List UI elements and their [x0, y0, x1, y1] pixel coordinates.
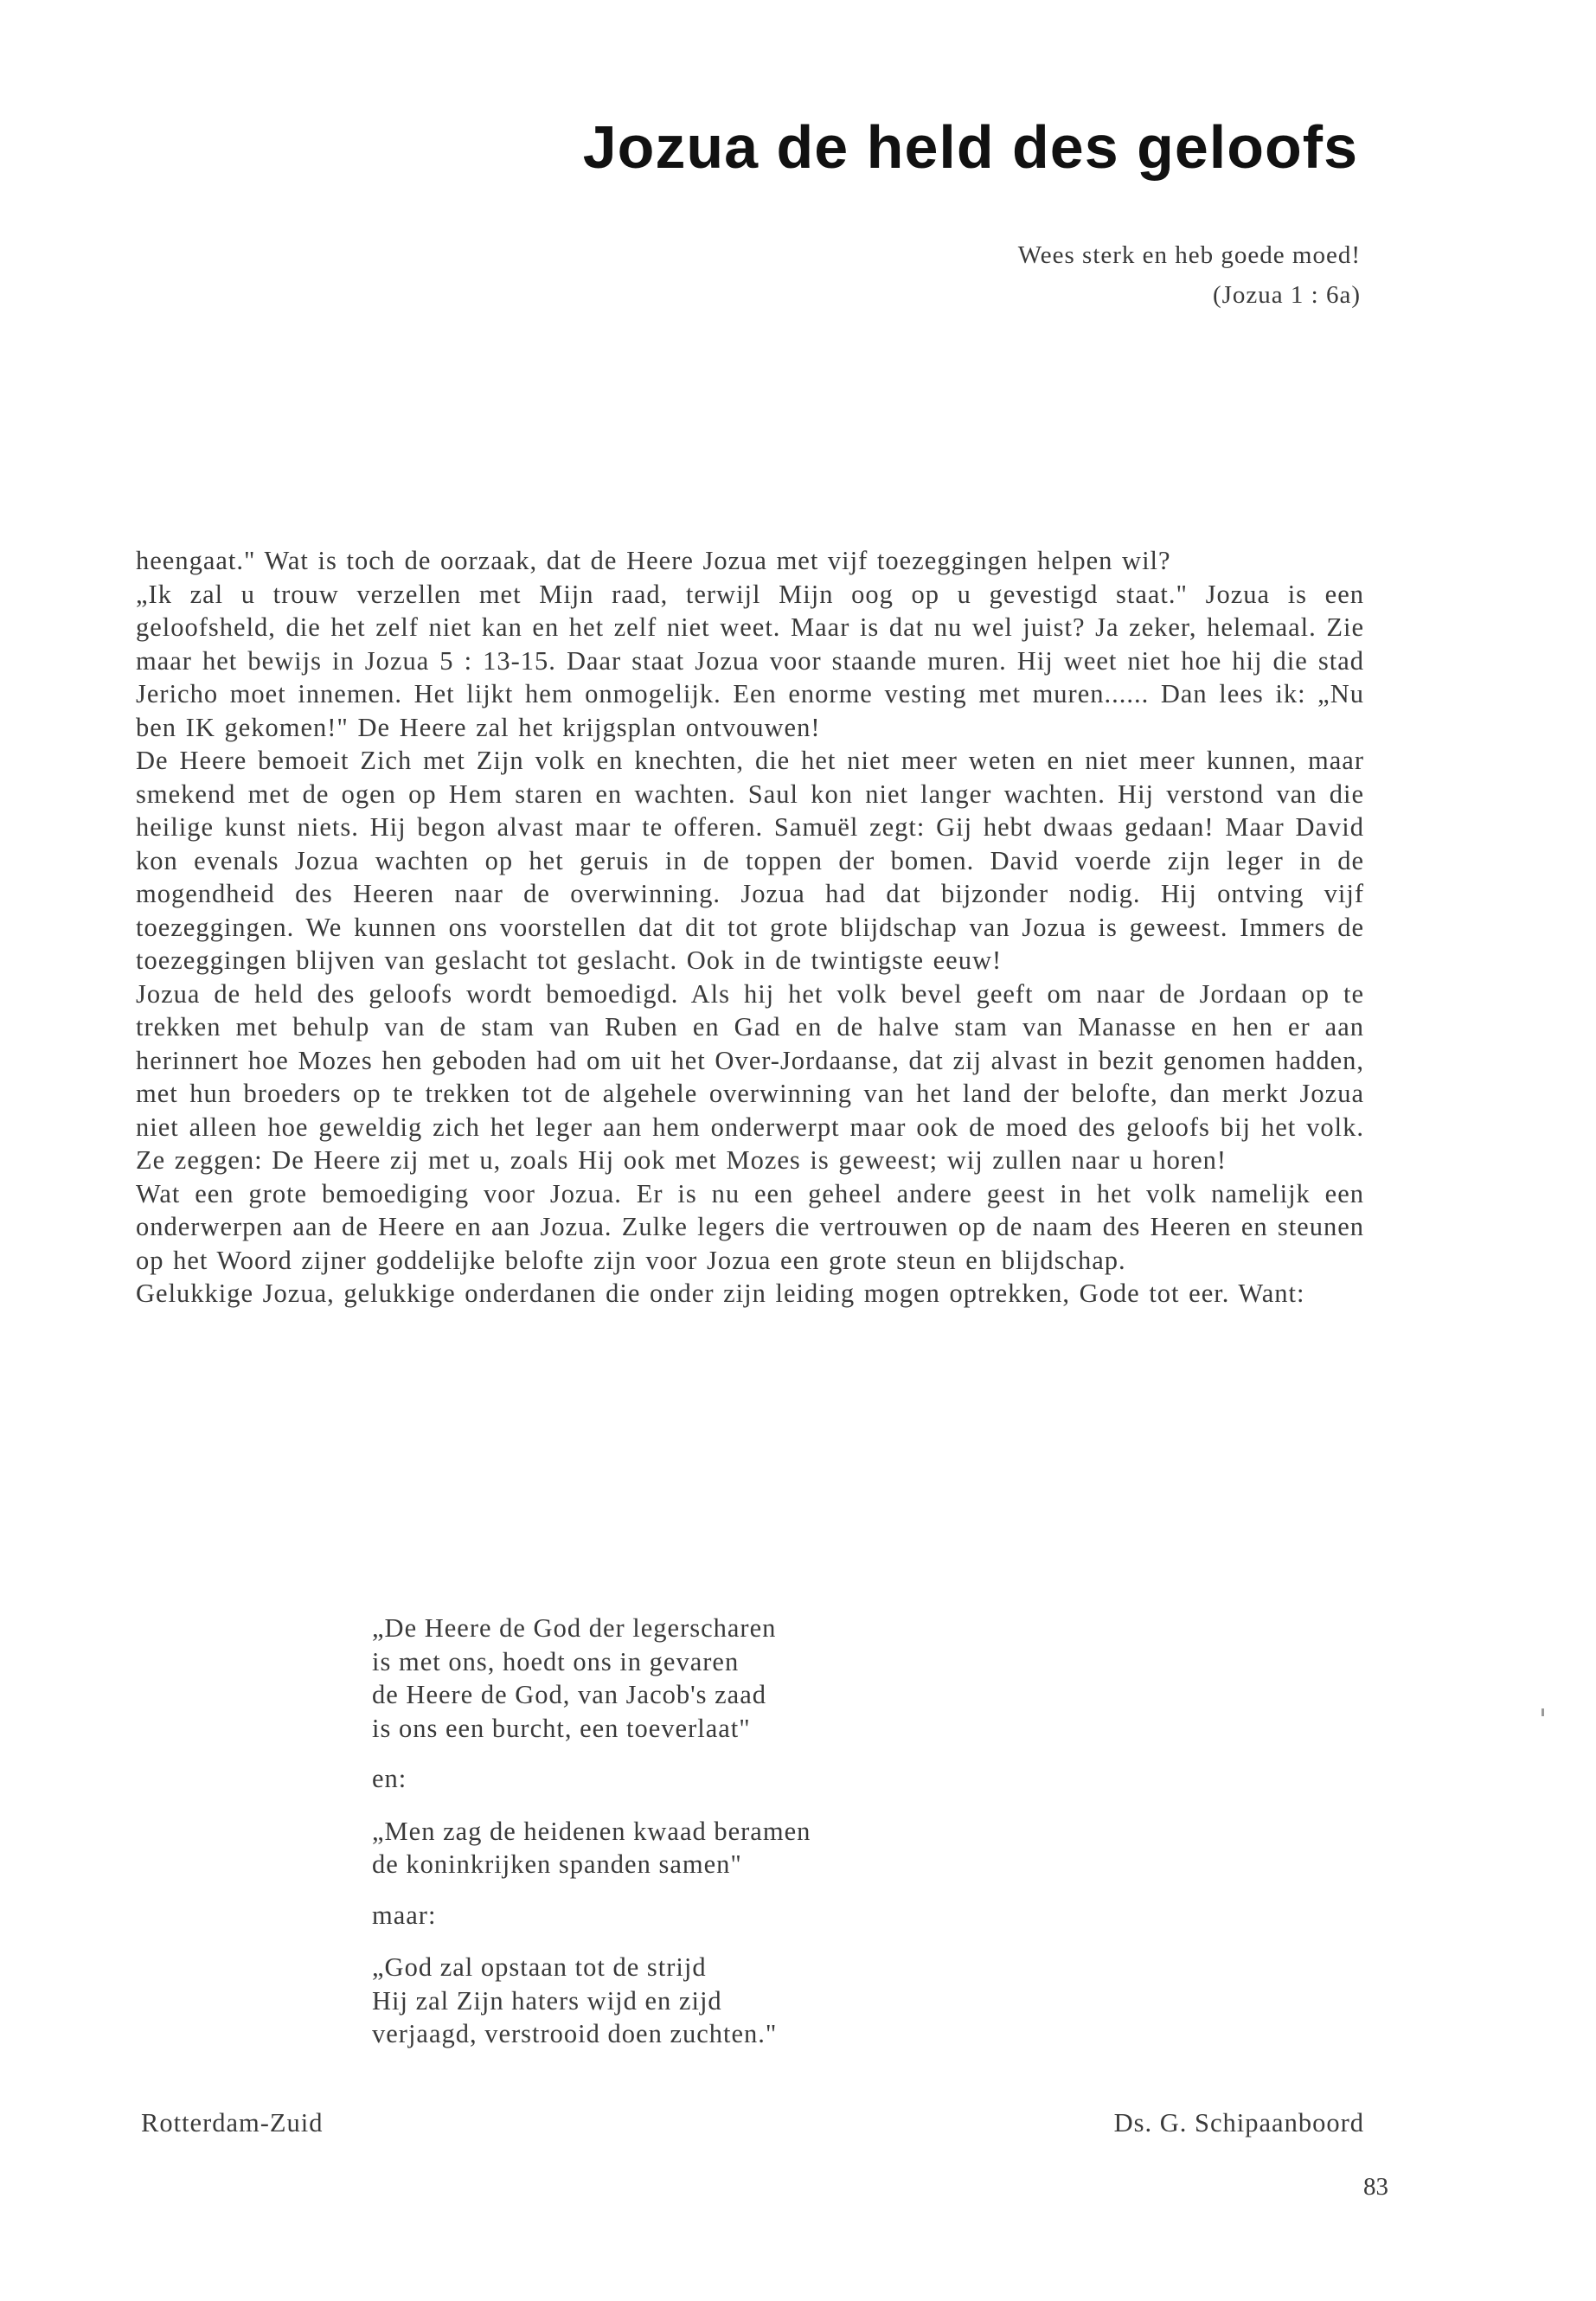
paragraph: heengaat." Wat is toch de oorzaak, dat de Heere Jozua met vijf toezeggingen helpen wil? [136, 546, 1171, 575]
verse-line: Hij zal Zijn haters wijd en zijd [372, 1985, 722, 2016]
verse-line: is met ons, hoedt ons in gevaren [372, 1646, 740, 1676]
verse-connector-maar: maar: [372, 1900, 437, 1930]
article-body [136, 544, 1364, 1311]
verse-line: „Men zag de heidenen kwaad beramen [372, 1816, 811, 1846]
motto-text: Wees sterk en heb goede moed! [1017, 241, 1361, 269]
verse-line: verjaagd, verstrooid doen zuchten." [372, 2019, 778, 2048]
verse-block-2 [372, 1815, 811, 1881]
motto-reference: (Jozua 1 : 6a) [1212, 281, 1361, 309]
verse-connector-en: en: [372, 1764, 407, 1793]
footer-author: Ds. G. Schipaanboord [1113, 2108, 1364, 2138]
paragraph: „Ik zal u trouw verzellen met Mijn raad, terwijl Mijn oog op u gevestigd staat." Jozua is een geloofsheld, die het zelf niet kan en het zelf niet weet. Maar is dat nu wel juist? Ja zeker, helemaal. Zie maar het bewijs in Jozua 5 : 13-15. Daar staat Jozua voor staande muren. Hij weet niet hoe hij die stad Jericho moet innemen. Het lijkt hem onmogelijk. Een enorme vesting met muren...... Dan lees ik: „Nu ben IK gekomen!" De Heere zal het krijgsplan ontvouwen! [136, 579, 1364, 742]
page-number: 83 [1363, 2173, 1388, 2201]
verse-line: „De Heere de God der legerscharen [372, 1613, 777, 1643]
paragraph: Wat een grote bemoediging voor Jozua. Er is nu een geheel andere geest in het volk namelijk een onderwerpen aan de Heere en aan Jozua. Zulke legers die vertrouwen op de naam des Heeren en steunen op het Woord zijner goddelijke belofte zijn voor Jozua een grote steun en blijdschap. [136, 1178, 1364, 1275]
quoted-verses [372, 1612, 811, 2051]
verse-line: „God zal opstaan tot de strijd [372, 1952, 707, 1982]
verse-line: de koninkrijken spanden samen" [372, 1849, 742, 1879]
paragraph: De Heere bemoeit Zich met Zijn volk en knechten, die het niet meer weten en niet meer kunnen, maar smekend met de ogen op Hem staren en wachten. Saul kon niet langer wachten. Hij verstond van die heilige kunst niets. Hij begon alvast maar te offeren. Samuël zegt: Gij hebt dwaas gedaan! Maar David kon evenals Jozua wachten op het geruis in de toppen der bomen. David voerde zijn leger in de mogendheid des Heeren naar de overwinning. Jozua had dat bijzonder nodig. Hij ontving vijf toezeggingen. We kunnen ons voorstellen dat dit tot grote blijdschap van Jozua is geweest. Immers de toezeggingen blijven van geslacht tot geslacht. Ook in de twintigste eeuw! [136, 746, 1364, 975]
article-title: Jozua de held des geloofs [582, 113, 1358, 181]
verse-block-3 [372, 1951, 811, 2051]
paragraph: Gelukkige Jozua, gelukkige onderdanen die onder zijn leiding mogen optrekken, Gode tot eer. Want: [136, 1279, 1305, 1308]
scan-speck [1542, 1708, 1544, 1716]
footer-place: Rotterdam-Zuid [141, 2108, 324, 2138]
verse-line: is ons een burcht, een toeverlaat" [372, 1713, 751, 1743]
verse-line: de Heere de God, van Jacob's zaad [372, 1680, 766, 1709]
motto [1018, 235, 1361, 315]
verse-block-1 [372, 1612, 811, 1745]
paragraph: Jozua de held des geloofs wordt bemoedigd. Als hij het volk bevel geeft om naar de Jordaan op te trekken met behulp van de stam van Ruben en Gad en de halve stam van Manasse en hen er aan herinnert hoe Mozes hen geboden had om uit het Over-Jordaanse, dat zij alvast in bezit genomen hadden, met hun broeders op te trekken tot de algehele overwinning van het land der belofte, dan merkt Jozua niet alleen hoe geweldig zich het leger aan hem onderwerpt maar ook de moed des geloofs bij het volk. Ze zeggen: De Heere zij met u, zoals Hij ook met Mozes is geweest; wij zullen naar u horen! [136, 978, 1364, 1175]
